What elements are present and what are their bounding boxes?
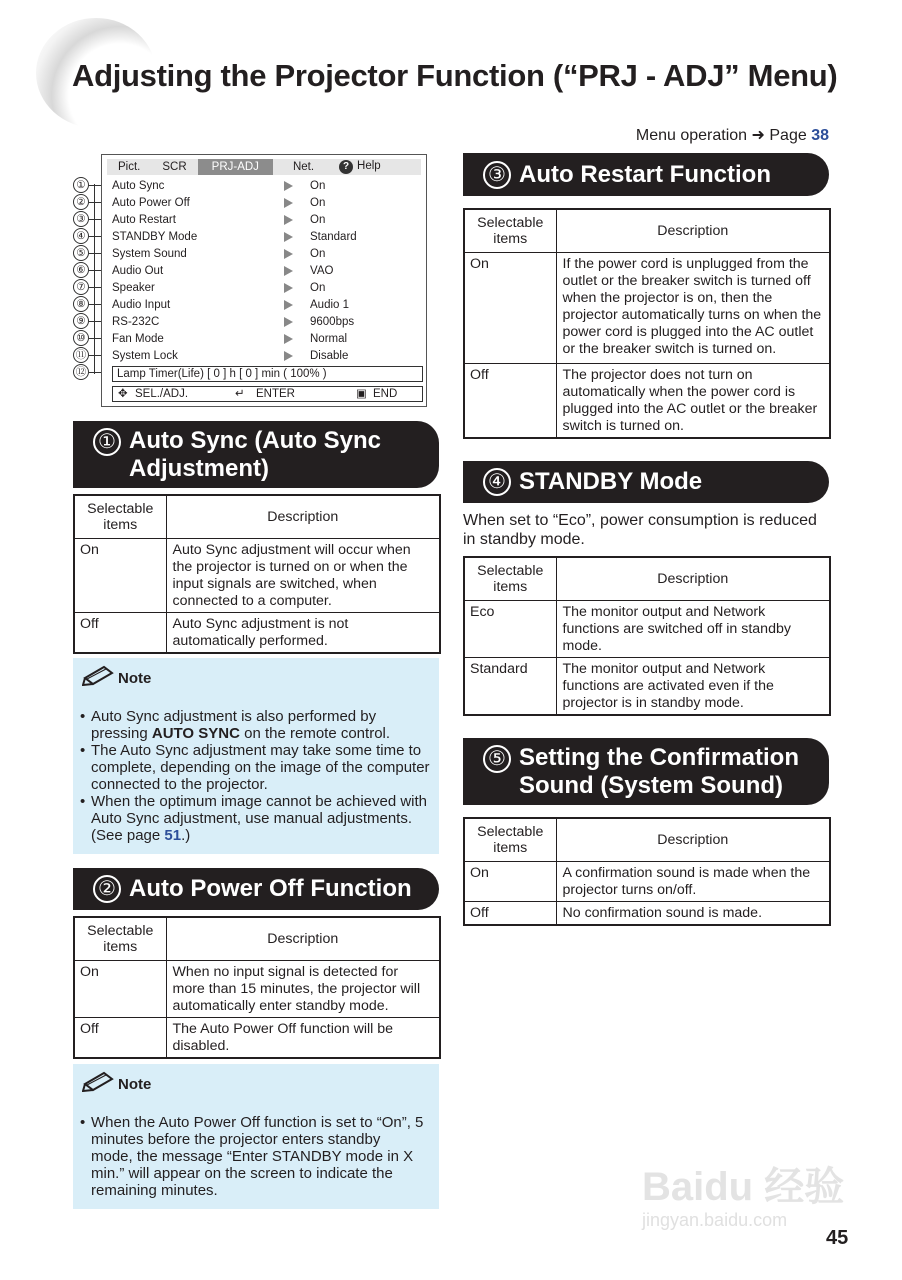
note-title: Note [118,1076,152,1093]
osd-row-label: Fan Mode [112,333,164,345]
osd-footer [112,386,423,402]
end-icon: ▣ [356,388,367,400]
callout-number: ⑤ [73,245,89,261]
osd-tab-scr: SCR [162,161,187,173]
section-header-auto-sync [73,421,439,488]
table-row [464,252,830,363]
triangle-arrow-icon [284,300,293,310]
osd-row-value: On [310,248,326,260]
item-cell: Off [464,901,556,925]
callout-number: ① [73,177,89,193]
description-cell: No confirmation sound is made. [556,901,830,925]
item-cell: Off [74,1017,166,1058]
section-number-4: ④ [483,468,511,496]
table-header-description: Description [556,209,830,252]
osd-footer-end: END [373,388,398,400]
osd-row-label: STANDBY Mode [112,231,198,243]
osd-row-value: On [310,197,326,209]
system-sound-table [463,817,831,926]
note-bullet: • Auto Sync adjustment is also performed by pressing AUTO SYNC on the remote control. [80,708,430,742]
osd-menu-row [112,263,422,280]
watermark-logo: Baidu 经验 [642,1165,845,1209]
osd-row-value: On [310,282,326,294]
description-cell: Auto Sync adjustment is not automatically performed. [166,612,440,653]
osd-row-label: System Sound [112,248,187,260]
callout-number: ③ [73,211,89,227]
section-number-5: ⑤ [483,745,511,773]
section-title-auto-sync-line2: Adjustment) [129,455,269,482]
callout-number: ⑧ [73,296,89,312]
callout-leader-line [89,304,101,305]
callout-number: ⑩ [73,330,89,346]
table-header-items: Selectable items [464,818,556,861]
standby-intro-text: When set to “Eco”, power consumption is reduced in standby mode. [463,512,817,548]
osd-row-label: Auto Power Off [112,197,190,209]
osd-row-label: Auto Sync [112,180,165,192]
section-header-auto-restart [463,153,829,196]
osd-row-value: Normal [310,333,348,345]
table-row [74,1017,440,1058]
section-title-standby: STANDBY Mode [519,468,703,495]
osd-menu-row [112,280,422,297]
callout-number: ⑥ [73,262,89,278]
callout-number: ⑦ [73,279,89,295]
menu-operation-page-link[interactable]: 38 [811,127,829,144]
osd-row-value: Audio 1 [310,299,350,311]
osd-menu-row [112,178,422,195]
osd-row-value: 9600bps [310,316,355,328]
section-title-system-sound-line2: Sound (System Sound) [519,772,783,799]
pencil-note-icon [82,1070,116,1092]
item-cell: Eco [464,600,556,657]
table-header-items: Selectable items [74,495,166,538]
item-cell: Off [464,363,556,438]
osd-footer-sel: SEL./ADJ. [135,388,189,400]
osd-row-label: Audio Input [112,299,171,311]
table-header-items: Selectable items [464,209,556,252]
description-cell: When no input signal is detected for more than 15 minutes, the projector will automatically enter standby mode. [166,960,440,1017]
triangle-arrow-icon [284,266,293,276]
osd-row-value: Disable [310,350,349,362]
callout-leader-line [89,219,101,220]
osd-menu-row [112,212,422,229]
pencil-note-icon [82,664,116,686]
item-cell: Standard [464,657,556,715]
description-cell: Auto Sync adjustment will occur when the projector is turned on or when the input signals are switched, when connected to a computer. [166,538,440,612]
callout-leader-line [89,253,101,254]
description-cell: The Auto Power Off function will be disabled. [166,1017,440,1058]
triangle-arrow-icon [284,249,293,259]
table-row [74,612,440,653]
note-bullet: • When the optimum image cannot be achieved with Auto Sync adjustment, use manual adjustments. (See page 51.) [80,793,430,844]
page-number: 45 [826,1227,849,1249]
auto-restart-table [463,208,831,439]
osd-menu-row [112,229,422,246]
item-cell: On [464,252,556,363]
osd-lamp-timer: Lamp Timer(Life) [ 0 ] h [ 0 ] min ( 100% ) [112,366,423,382]
osd-tab-bar [107,159,421,175]
osd-footer-enter: ENTER [256,388,295,400]
callout-leader-line [89,338,101,339]
callout-number: ② [73,194,89,210]
table-header-items: Selectable items [464,557,556,600]
triangle-arrow-icon [284,334,293,344]
triangle-arrow-icon [284,198,293,208]
auto-power-off-table [73,916,441,1059]
osd-menu-screen [101,154,427,407]
osd-menu-row [112,297,422,314]
osd-tab-net: Net. [292,161,315,173]
triangle-arrow-icon [284,232,293,242]
note-heading [82,670,151,687]
osd-row-label: System Lock [112,350,178,362]
note-box-auto-power-off [73,1064,439,1209]
description-cell: A confirmation sound is made when the projector turns on/off. [556,861,830,901]
table-header-description: Description [556,818,830,861]
osd-menu-row [112,331,422,348]
table-row [464,657,830,715]
page-link-51[interactable]: 51 [164,827,182,844]
item-cell: Off [74,612,166,653]
section-number-2: ② [93,875,121,903]
osd-row-value: On [310,180,326,192]
section-number-3: ③ [483,161,511,189]
osd-tab-help [325,160,392,174]
callout-leader-line [89,202,101,203]
note-bullet: • When the Auto Power Off function is set to “On”, 5 minutes before the projector enters standby mode, the message “Enter STANDBY mode in X min.” will appear on the screen to indicate the remaining minutes. [80,1114,425,1199]
page-title: Adjusting the Projector Function (“PRJ - ADJ” Menu) [72,58,838,93]
section-title-auto-restart: Auto Restart Function [519,161,771,188]
callout-number: ⑪ [73,347,89,363]
watermark-url: jingyan.baidu.com [642,1210,788,1230]
table-header-items: Selectable items [74,917,166,960]
callout-number: ⑫ [73,364,89,380]
osd-help-label: Help [357,160,381,172]
menu-operation-label: Menu operation ➜ Page [635,127,807,144]
callout-leader-line [89,321,101,322]
callout-leader-line [89,270,101,271]
osd-tab-pict: Pict. [118,161,141,173]
triangle-arrow-icon [284,283,293,293]
callout-leader-line [89,287,101,288]
osd-row-label: Speaker [112,282,155,294]
table-row [464,901,830,925]
triangle-arrow-icon [284,351,293,361]
callout-leader-line [89,372,101,373]
osd-row-label: RS-232C [112,316,160,328]
osd-row-label: Auto Restart [112,214,176,226]
auto-sync-table [73,494,441,654]
description-cell: The monitor output and Network functions are activated even if the projector is in standby mode. [556,657,830,715]
section-header-system-sound [463,738,829,805]
table-row [74,960,440,1017]
description-cell: If the power cord is unplugged from the outlet or the breaker switch is turned off when the projector is on, then the projector automatically turns on when the power cord is plugged into the AC outlet or the breaker switch is turned on. [556,252,830,363]
callout-number: ⑨ [73,313,89,329]
section-number-1: ① [93,428,121,456]
callout-number: ④ [73,228,89,244]
osd-menu-row [112,246,422,263]
move-arrows-icon: ✥ [118,388,128,400]
osd-row-value: Standard [310,231,357,243]
standby-table [463,556,831,716]
callout-leader-line [89,185,101,186]
osd-row-label: Audio Out [112,265,164,277]
callout-connector-line [94,184,95,374]
note-box-auto-sync [73,658,439,854]
osd-row-value: VAO [310,265,334,277]
table-row [74,538,440,612]
item-cell: On [464,861,556,901]
note-bullet: • The Auto Sync adjustment may take some time to complete, depending on the image of the computer connected to the projector. [80,742,430,793]
triangle-arrow-icon [284,215,293,225]
table-row [464,600,830,657]
table-header-description: Description [166,917,440,960]
item-cell: On [74,960,166,1017]
help-icon: ? [339,160,353,174]
enter-icon: ↵ [235,388,245,400]
note-heading [82,1076,151,1093]
description-cell: The monitor output and Network functions are switched off in standby mode. [556,600,830,657]
osd-tab-prj-adj: PRJ-ADJ [198,159,273,175]
table-header-description: Description [166,495,440,538]
osd-menu-row [112,314,422,331]
callout-leader-line [89,236,101,237]
triangle-arrow-icon [284,181,293,191]
item-cell: On [74,538,166,612]
menu-operation-ref [636,125,829,145]
section-header-standby [463,461,829,503]
note-title: Note [118,670,152,687]
triangle-arrow-icon [284,317,293,327]
osd-menu-row [112,348,422,365]
osd-row-value: On [310,214,326,226]
callout-leader-line [89,355,101,356]
section-header-auto-power-off [73,868,439,910]
table-row [464,363,830,438]
section-title-system-sound-line1: Setting the Confirmation [519,744,799,771]
section-title-auto-power-off: Auto Power Off Function [129,875,412,902]
description-cell: The projector does not turn on automatically when the power cord is plugged into the AC outlet or the breaker switch is turned on. [556,363,830,438]
section-title-auto-sync-line1: Auto Sync (Auto Sync [129,427,382,454]
table-header-description: Description [556,557,830,600]
osd-menu-row [112,195,422,212]
table-row [464,861,830,901]
